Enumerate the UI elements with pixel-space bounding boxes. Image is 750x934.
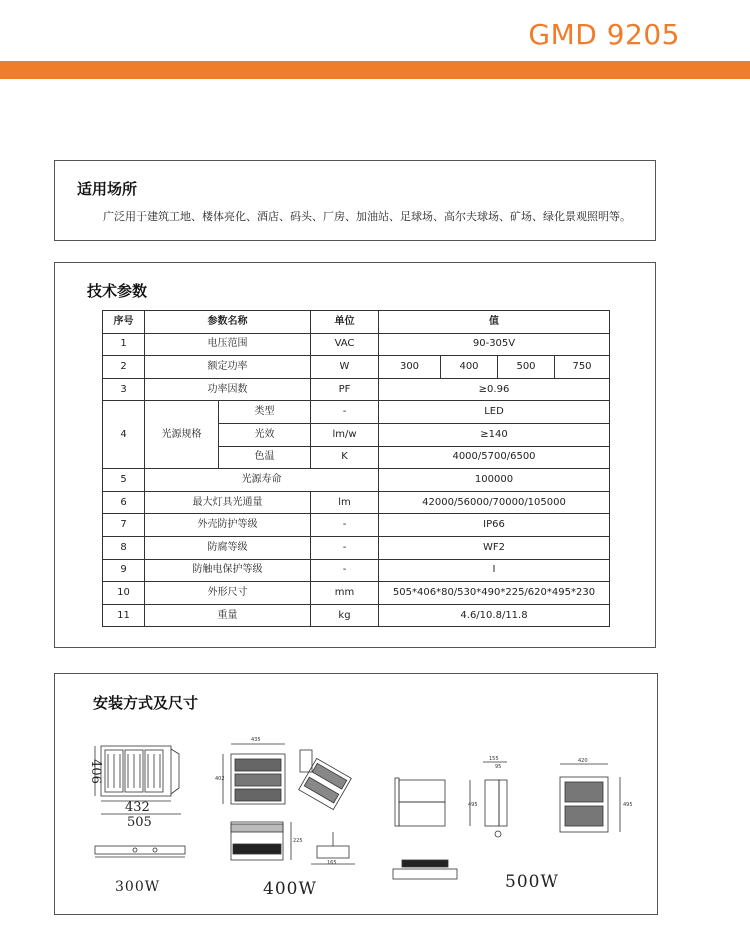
cell-no: 9 — [103, 559, 145, 582]
cell-name: 电压范围 — [145, 333, 311, 356]
cell-unit: - — [311, 514, 379, 537]
specs-table — [102, 310, 610, 627]
dim-500-d1: 155 — [489, 756, 499, 762]
install-title: 安装方式及尺寸 — [93, 694, 199, 712]
usage-title: 适用场所 — [77, 180, 138, 198]
cell-unit: kg — [311, 604, 379, 627]
cell-name: 外形尺寸 — [145, 582, 311, 605]
table-row — [103, 604, 610, 627]
dim-300-h: 406 — [87, 759, 103, 784]
cell-value: 500 — [498, 356, 555, 379]
drawing-500w — [393, 762, 620, 879]
dim-400-h: 402 — [215, 776, 225, 782]
cell-no: 10 — [103, 582, 145, 605]
cell-name: 防触电保护等级 — [145, 559, 311, 582]
table-row — [103, 378, 610, 401]
table-row — [103, 491, 610, 514]
specs-title: 技术参数 — [87, 282, 148, 300]
dim-500-d2: 95 — [495, 764, 502, 770]
dim-300-w1: 432 — [125, 800, 150, 815]
cell-value: 4000/5700/6500 — [379, 446, 610, 469]
model-number: GMD 9205 — [528, 18, 680, 51]
cell-no: 5 — [103, 469, 145, 492]
cell-value: WF2 — [379, 536, 610, 559]
header-unit: 单位 — [311, 311, 379, 334]
cell-unit: - — [311, 536, 379, 559]
cell-name: 防腐等级 — [145, 536, 311, 559]
dim-400-side: 225 — [293, 838, 303, 844]
specs-section — [54, 262, 656, 648]
cell-unit: lm — [311, 491, 379, 514]
cell-subname: 色温 — [219, 446, 311, 469]
cell-no: 8 — [103, 536, 145, 559]
cell-name: 最大灯具光通量 — [145, 491, 311, 514]
cell-name: 光源寿命 — [145, 469, 379, 492]
table-header-row — [103, 311, 610, 334]
cell-no: 7 — [103, 514, 145, 537]
drawing-400w — [223, 744, 355, 864]
cell-value: 100000 — [379, 469, 610, 492]
cell-value: 42000/56000/70000/105000 — [379, 491, 610, 514]
cell-unit: K — [311, 446, 379, 469]
caption-300w: 300W — [115, 879, 161, 895]
table-row — [103, 559, 610, 582]
header-band — [0, 61, 750, 79]
dim-500-h2: 495 — [623, 802, 633, 808]
cell-value: IP66 — [379, 514, 610, 537]
cell-unit: W — [311, 356, 379, 379]
cell-unit: - — [311, 559, 379, 582]
cell-value: 4.6/10.8/11.8 — [379, 604, 610, 627]
dim-400-d: 165 — [327, 860, 337, 866]
install-section — [54, 673, 658, 915]
cell-value: 750 — [555, 356, 610, 379]
dim-400-w: 435 — [251, 737, 261, 743]
cell-no: 4 — [103, 401, 145, 469]
table-row — [103, 356, 610, 379]
dim-500-h1: 495 — [468, 802, 478, 808]
cell-subname: 光效 — [219, 423, 311, 446]
cell-unit: - — [311, 401, 379, 424]
usage-text: 广泛用于建筑工地、楼体亮化、酒店、码头、厂房、加油站、足球场、高尔夫球场、矿场、绿化景观照明等。 — [103, 210, 631, 223]
dim-500-w: 420 — [578, 758, 588, 764]
cell-unit: mm — [311, 582, 379, 605]
cell-value: 90-305V — [379, 333, 610, 356]
cell-unit: PF — [311, 378, 379, 401]
cell-unit: lm/w — [311, 423, 379, 446]
table-row — [103, 401, 610, 424]
usage-section — [54, 160, 656, 241]
cell-unit: VAC — [311, 333, 379, 356]
cell-value: 300 — [379, 356, 441, 379]
cell-no: 6 — [103, 491, 145, 514]
cell-name: 额定功率 — [145, 356, 311, 379]
header-value: 值 — [379, 311, 610, 334]
cell-value: ≥140 — [379, 423, 610, 446]
cell-subname: 类型 — [219, 401, 311, 424]
table-row — [103, 469, 610, 492]
cell-name: 重量 — [145, 604, 311, 627]
cell-name: 光源规格 — [145, 401, 219, 469]
cell-value: LED — [379, 401, 610, 424]
table-row — [103, 536, 610, 559]
cell-value: ≥0.96 — [379, 378, 610, 401]
table-row — [103, 514, 610, 537]
cell-no: 2 — [103, 356, 145, 379]
cell-value: 505*406*80/530*490*225/620*495*230 — [379, 582, 610, 605]
cell-no: 11 — [103, 604, 145, 627]
cell-name: 外壳防护等级 — [145, 514, 311, 537]
cell-no: 3 — [103, 378, 145, 401]
table-row — [103, 582, 610, 605]
header-name: 参数名称 — [145, 311, 311, 334]
header-no: 序号 — [103, 311, 145, 334]
caption-500w: 500W — [505, 872, 559, 892]
dim-300-w2: 505 — [127, 815, 152, 830]
caption-400w: 400W — [263, 879, 317, 899]
cell-no: 1 — [103, 333, 145, 356]
cell-value: 400 — [441, 356, 498, 379]
cell-name: 功率因数 — [145, 378, 311, 401]
cell-value: I — [379, 559, 610, 582]
table-row — [103, 333, 610, 356]
